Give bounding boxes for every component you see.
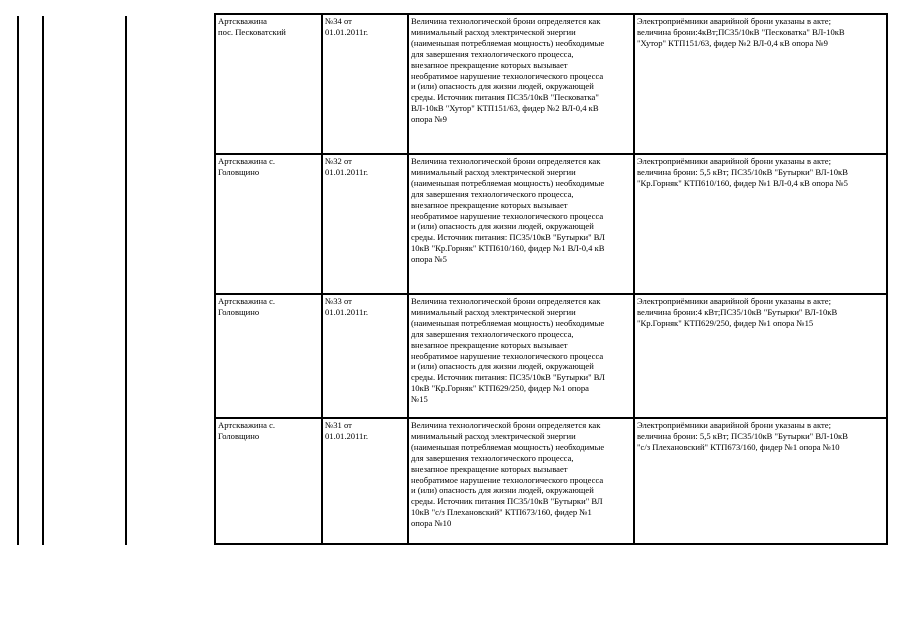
description-line: среды. Источник питания: ПС35/10кВ "Бутырки" ВЛ [411,232,605,243]
object-name-line: пос. Песковатский [218,26,286,37]
left-column-border-2 [42,16,44,545]
description-line: и (или) опасность для жизни людей, окружающей [411,361,594,372]
object-name-line: Артскважина с. [218,156,276,166]
description-line: и (или) опасность для жизни людей, окружающей [411,81,594,92]
emergency-reserve-cell [634,14,887,154]
description-line: среды. Источник питания ПС35/10кВ "Бутырки" ВЛ [411,496,603,507]
act-number-line: №34 от [325,16,352,26]
object-name-line: Артскважина с. [218,420,276,430]
emergency-line: Электроприёмники аварийной брони указаны в акте; [637,16,831,26]
description-line: Величина технологической брони определяется как [411,156,601,166]
backup-power-table [214,13,888,545]
description-line: минимальный расход электрической энергии [411,26,576,37]
act-date-line: 01.01.2011г. [325,26,369,37]
description-line: необратимое нарушение технологического процесса [411,210,604,221]
act-number-cell [322,294,408,418]
description-line: 10кВ "Кр.Горняк" КТП610/160, фидер №1 ВЛ-0,4 кВ [411,243,605,254]
act-number-cell [322,154,408,294]
description-line: внезапное прекращение которых вызывает [411,199,568,210]
left-column-border-1 [17,16,19,545]
description-line: (наименьшая потребляемая мощность) необходимые [411,37,605,48]
description-line: внезапное прекращение которых вызывает [411,463,568,474]
object-name-cell [215,418,322,544]
object-name-line: Головщино [218,166,260,177]
description-line: необратимое нарушение технологического процесса [411,70,604,81]
description-line: (наименьшая потребляемая мощность) необходимые [411,317,605,328]
description-line: и (или) опасность для жизни людей, окружающей [411,221,594,232]
description-line: 10кВ "с/з Плехановский" КТП673/160, фидер №1 [411,507,592,518]
object-name-line: Артскважина [218,16,267,26]
act-number-line: №31 от [325,420,352,430]
description-line: минимальный расход электрической энергии [411,166,576,177]
description-line: минимальный расход электрической энергии [411,306,576,317]
emergency-line: величина брони:4кВт;ПС35/10кВ "Песковатка" ВЛ-10кВ [637,26,845,37]
description-line: 10кВ "Кр.Горняк" КТП629/250, фидер №1 опора [411,383,589,394]
description-line: ВЛ-10кВ "Хутор" КТП151/63, фидер №2 ВЛ-0,4 кВ [411,103,599,114]
object-name-line: Головщино [218,306,260,317]
object-name-cell [215,294,322,418]
emergency-line: "с/з Плехановский" КТП673/160, фидер №1 опора №10 [637,441,840,452]
emergency-line: Электроприёмники аварийной брони указаны в акте; [637,156,831,166]
description-line: для завершения технологического процесса, [411,188,574,199]
emergency-line: величина брони: 5,5 кВт; ПС35/10кВ "Бутырки" ВЛ-10кВ [637,166,848,177]
act-number-line: №32 от [325,156,352,166]
emergency-line: Электроприёмники аварийной брони указаны в акте; [637,420,831,430]
emergency-reserve-cell [634,294,887,418]
table-row [215,14,887,154]
description-line: внезапное прекращение которых вызывает [411,59,568,70]
description-line: среды. Источник питания ПС35/10кВ "Песковатка" [411,92,599,103]
emergency-line: Электроприёмники аварийной брони указаны в акте; [637,296,831,306]
description-line: внезапное прекращение которых вызывает [411,339,568,350]
act-number-cell [322,418,408,544]
description-line: для завершения технологического процесса, [411,48,574,59]
description-line: минимальный расход электрической энергии [411,430,576,441]
table-row [215,294,887,418]
act-number-cell [322,14,408,154]
technological-reserve-cell [408,14,634,154]
technological-reserve-cell [408,294,634,418]
left-column-border-3 [125,16,127,545]
description-line: необратимое нарушение технологического процесса [411,474,604,485]
description-line: (наименьшая потребляемая мощность) необходимые [411,177,605,188]
object-name-line: Артскважина с. [218,296,276,306]
act-number-line: №33 от [325,296,352,306]
description-line: для завершения технологического процесса, [411,328,574,339]
technological-reserve-cell [408,418,634,544]
description-line: необратимое нарушение технологического процесса [411,350,604,361]
description-line: среды. Источник питания: ПС35/10кВ "Бутырки" ВЛ [411,372,605,383]
table-row [215,418,887,544]
description-line: (наименьшая потребляемая мощность) необходимые [411,441,605,452]
description-line: опора №10 [411,518,452,529]
description-line: Величина технологической брони определяется как [411,420,601,430]
description-line: Величина технологической брони определяется как [411,296,601,306]
act-date-line: 01.01.2011г. [325,430,369,441]
act-date-line: 01.01.2011г. [325,166,369,177]
emergency-line: "Кр.Горняк" КТП610/160, фидер №1 ВЛ-0,4 кВ опора №5 [637,177,848,188]
object-name-cell [215,154,322,294]
object-name-line: Головщино [218,430,260,441]
emergency-line: "Кр.Горняк" КТП629/250, фидер №1 опора №15 [637,317,814,328]
object-name-cell [215,14,322,154]
technological-reserve-cell [408,154,634,294]
description-line: №15 [411,394,428,405]
emergency-line: величина брони:4 кВт;ПС35/10кВ "Бутырки" ВЛ-10кВ [637,306,838,317]
emergency-line: величина брони: 5,5 кВт; ПС35/10кВ "Бутырки" ВЛ-10кВ [637,430,848,441]
emergency-reserve-cell [634,418,887,544]
emergency-line: "Хутор" КТП151/63, фидер №2 ВЛ-0,4 кВ опора №9 [637,37,828,48]
act-date-line: 01.01.2011г. [325,306,369,317]
description-line: Величина технологической брони определяется как [411,16,601,26]
description-line: опора №5 [411,254,447,265]
table-row [215,154,887,294]
emergency-reserve-cell [634,154,887,294]
description-line: и (или) опасность для жизни людей, окружающей [411,485,594,496]
description-line: опора №9 [411,114,447,125]
description-line: для завершения технологического процесса, [411,452,574,463]
